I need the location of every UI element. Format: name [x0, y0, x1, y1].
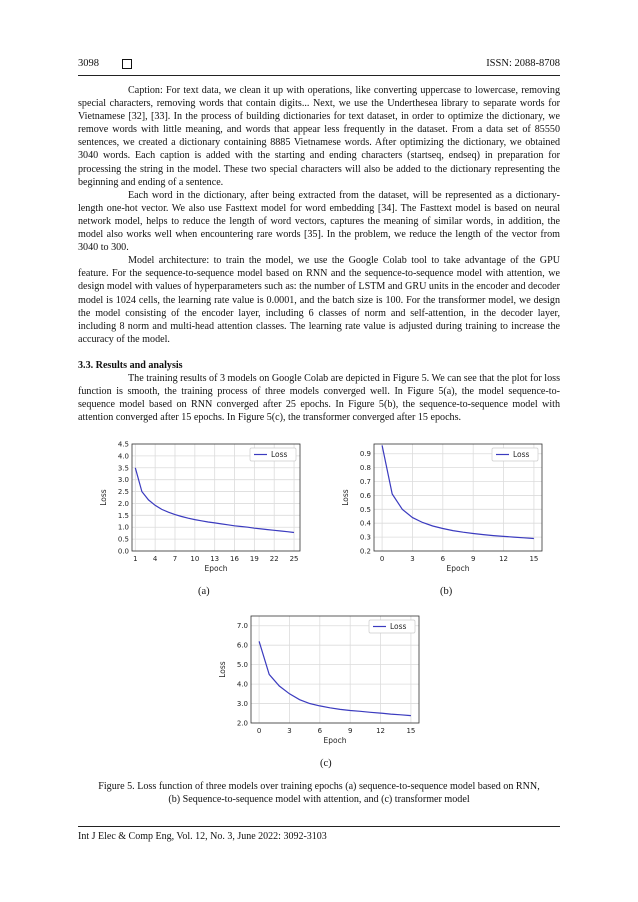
y-axis-label: Loss: [99, 489, 108, 506]
x-tick-label: 12: [376, 727, 386, 735]
x-tick-label: 0: [379, 555, 385, 563]
x-tick-label: 4: [152, 555, 158, 563]
y-tick-label: 0.5: [359, 505, 371, 514]
body-text: [78, 84, 560, 424]
paragraph-results: The training results of 3 models on Google Colab are depicted in Figure 5. We can see that the plot for loss function is smooth, the training process of three models converged well. In Figure 5(a), the model sequence-to-sequence model based on RNN converged after 25 epochs. In Figure 5(b), the sequence-to-sequence model with attention converged after 15 epochs. In Figure 5(c), the transformer converged after 15 epochs.: [78, 372, 560, 424]
x-tick-label: 3: [410, 555, 415, 563]
y-tick-label: 0.9: [359, 450, 371, 459]
x-tick-label: 6: [317, 727, 323, 735]
paragraph-model-architecture: Model architecture: to train the model, we use the Google Colab tool to take advantage of the GPU feature. For the sequence-to-sequence model based on RNN and the sequence-to-sequence model with attention, we design model with values of hyperparameters such as: the number of LSTM and GRU units in the encoder and decoder model is 1024 cells, the learning rate value is 0.0001, and the batch size is 100. For the transformer model, we design the model consisting of the encoder layer, including 6 classes of norm and self-attention, in the decoder layer, including 8 norm and multi-head attention classes. The learning rate value is adjusted during training to increase the accuracy of the model.: [78, 255, 560, 345]
x-tick-label: 9: [347, 727, 353, 735]
paragraph-word-embedding: Each word in the dictionary, after being extracted from the dataset, will be represented as a dictionary-length one-hot vector. We also use Fasttext model for word embedding [34]. The Fasttext model is based on neural network model, helps to reduce the length of word vectors, captures the meaning of similar words, in addition, the model also works well when encountering rare words [35]. In the problem, we reduce the length of the vector from 3040 to 300.: [78, 189, 560, 254]
x-tick-label: 1: [133, 555, 138, 563]
header-rule: [78, 75, 560, 76]
legend-label: Loss: [271, 450, 288, 460]
y-tick-label: 5.0: [236, 661, 248, 670]
y-tick-label: 4.5: [117, 440, 129, 449]
y-tick-label: 1.5: [117, 511, 129, 520]
section-heading: 3.3. Results and analysis: [78, 359, 183, 371]
x-tick-label: 15: [529, 555, 539, 563]
page-number: 3098: [78, 58, 99, 69]
loss-chart-a: [92, 440, 307, 580]
y-tick-label: 0.7: [359, 478, 371, 487]
x-tick-label: 0: [256, 727, 262, 735]
y-tick-label: 1.0: [117, 523, 129, 532]
y-tick-label: 2.0: [117, 499, 129, 508]
y-tick-label: 0.0: [117, 547, 129, 556]
y-tick-label: 4.0: [236, 680, 248, 689]
y-tick-label: 3.0: [117, 476, 129, 485]
running-header: [78, 58, 560, 76]
x-axis-label: Epoch: [446, 564, 470, 573]
y-axis-label: Loss: [341, 489, 350, 506]
y-tick-label: 0.8: [359, 464, 371, 473]
y-tick-label: 3.0: [236, 700, 248, 709]
y-tick-label: 2.0: [236, 719, 248, 728]
sublabel-c: (c): [320, 758, 332, 769]
y-tick-label: 4.0: [117, 452, 129, 461]
y-tick-label: 0.4: [359, 519, 371, 528]
x-tick-label: 19: [249, 555, 259, 563]
x-tick-label: 6: [440, 555, 446, 563]
x-tick-label: 7: [172, 555, 178, 563]
x-axis-label: Epoch: [204, 564, 228, 573]
sublabel-b: (b): [440, 586, 453, 597]
x-tick-label: 3: [287, 727, 292, 735]
y-tick-label: 6.0: [236, 641, 248, 650]
chart-svg: [92, 440, 307, 580]
sublabel-a: (a): [198, 586, 210, 597]
figure-caption-line-2: (b) Sequence-to-sequence model with attention, and (c) transformer model: [168, 794, 470, 806]
loss-chart-c: [211, 612, 426, 752]
chart-svg: [334, 440, 549, 580]
x-tick-label: 25: [289, 555, 299, 563]
legend-label: Loss: [390, 622, 407, 632]
x-tick-label: 12: [499, 555, 509, 563]
y-axis-label: Loss: [218, 661, 227, 678]
y-tick-label: 0.3: [359, 533, 371, 542]
figure-caption: [78, 780, 560, 806]
x-tick-label: 10: [190, 555, 200, 563]
square-icon: [122, 59, 132, 69]
loss-chart-b: [334, 440, 549, 580]
issn: ISSN: 2088-8708: [486, 58, 560, 69]
chart-svg: [211, 612, 426, 752]
x-axis-label: Epoch: [323, 736, 347, 745]
x-tick-label: 13: [210, 555, 220, 563]
y-tick-label: 7.0: [236, 622, 248, 631]
y-tick-label: 0.2: [359, 547, 371, 556]
figure-caption-line-1: Figure 5. Loss function of three models over training epochs (a) sequence-to-sequence model based on RNN,: [98, 781, 540, 792]
footer-citation: Int J Elec & Comp Eng, Vol. 12, No. 3, June 2022: 3092-3103: [78, 831, 327, 842]
y-tick-label: 2.5: [117, 488, 129, 497]
x-tick-label: 16: [230, 555, 239, 563]
paragraph-caption-processing: Caption: For text data, we clean it up with operations, like converting uppercase to lowercase, removing special characters, removing words that contain digits... Next, we use the Underthesea library to separate words for Vietnamese [32], [33]. In the process of building dictionaries for text dataset, in order to optimize the dictionary, we remove words with little meaning, and words that appear less frequently in the dataset. From a data set of 85550 sentences, we created a dictionary containing 8885 Vietnamese words. After optimizing the dictionary, we obtained 3040 words. Each caption is added with the starting and ending characters (startseq, endseq) in preparation for processing the string in the model. These two special characters will also be added to the dictionary representing the beginning and ending of a sentence.: [78, 85, 560, 188]
x-tick-label: 22: [269, 555, 279, 563]
legend-label: Loss: [513, 450, 530, 460]
x-tick-label: 9: [470, 555, 476, 563]
y-tick-label: 0.5: [117, 535, 129, 544]
y-tick-label: 3.5: [117, 464, 129, 473]
y-tick-label: 0.6: [359, 491, 371, 500]
footer-rule: [78, 826, 560, 827]
x-tick-label: 15: [406, 727, 416, 735]
